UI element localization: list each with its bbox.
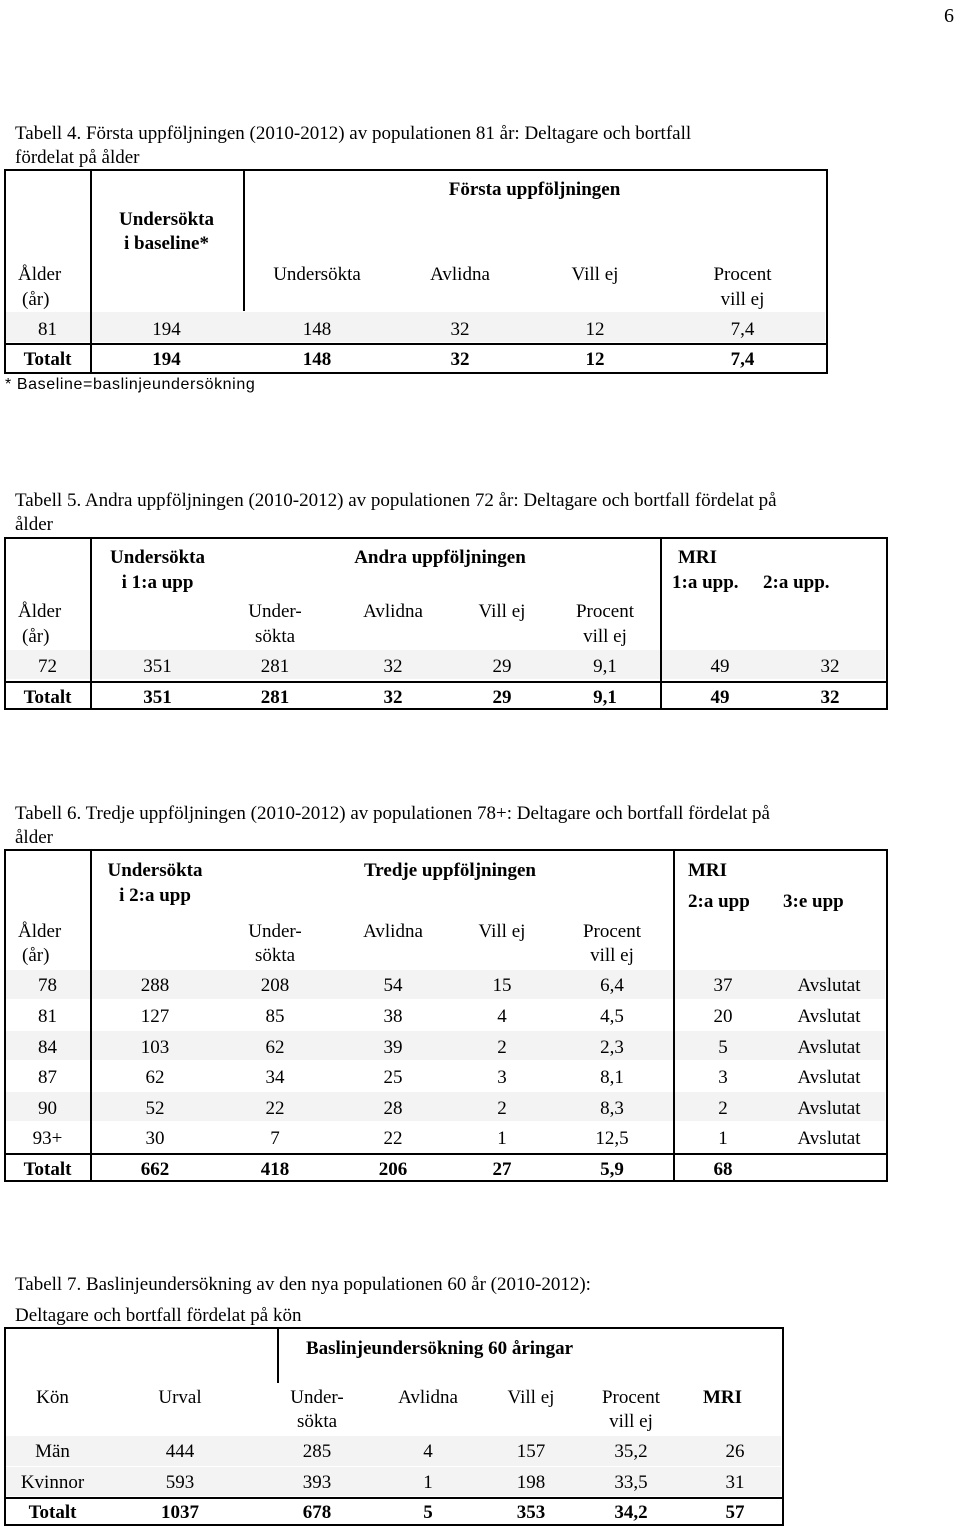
t5-cell: 32: [820, 687, 840, 708]
t7-cell: 26: [725, 1441, 745, 1462]
t5-group-header: Andra uppföljningen: [354, 547, 526, 568]
t4-cell: 148: [302, 319, 332, 340]
t5-mri-sub1: 1:a upp.: [672, 572, 739, 593]
t7-col-mri: MRI: [702, 1387, 743, 1408]
t6-cell: 208: [260, 975, 290, 996]
t4-col-villej: Vill ej: [571, 264, 619, 285]
t6-cell: 90: [38, 1098, 57, 1119]
t6-cell: 3: [497, 1067, 507, 1088]
t7-col-urval: Urval: [158, 1387, 202, 1408]
t6-cell: 34: [265, 1067, 285, 1088]
t6-caption-line1: Tabell 6. Tredje uppföljningen (2010-2012) av populationen 78+: Deltagare och bortfall fördelat på: [15, 803, 770, 824]
t4-cell: 12: [585, 319, 605, 340]
t6-cell: 93+: [32, 1128, 63, 1149]
t7-cell: Män: [35, 1441, 70, 1462]
t6-cell: 39: [383, 1037, 403, 1058]
t7-col-procent-l1: Procent: [601, 1387, 661, 1408]
t4-cell: 148: [302, 349, 332, 370]
t5-cell: 29: [492, 687, 512, 708]
t5-col-procent-l1: Procent: [575, 601, 635, 622]
t6-cell: 28: [383, 1098, 403, 1119]
t7-cell: 57: [725, 1502, 745, 1523]
t7-cell: 5: [423, 1502, 433, 1523]
page-number: 6: [944, 5, 954, 27]
t7-cell: 157: [516, 1441, 546, 1462]
t6-cell: 20: [713, 1006, 733, 1027]
t4-group-header: Första uppföljningen: [448, 179, 621, 200]
t6-cell: 2: [497, 1098, 507, 1119]
t6-col-under-l2: sökta: [254, 945, 296, 966]
t4-cell: Totalt: [23, 349, 72, 370]
t6-cell: 7: [270, 1128, 280, 1149]
t4-baseline-header-l1: Undersökta: [118, 209, 214, 230]
t5-cell: 32: [820, 656, 840, 677]
t6-cell: 37: [713, 975, 733, 996]
t5-col-villej: Vill ej: [478, 601, 526, 622]
t6-caption-line2: ålder: [15, 827, 53, 848]
t6-col1-l1: Undersökta: [107, 860, 203, 881]
t7-col-under-l1: Under-: [290, 1387, 344, 1408]
t6-cell: 5,9: [600, 1159, 624, 1180]
t5-col1-l2: i 1:a upp: [121, 572, 194, 593]
t6-col-procent-l2: vill ej: [590, 945, 634, 966]
t6-cell: 103: [140, 1037, 170, 1058]
t6-col-villej: Vill ej: [478, 921, 526, 942]
t6-cell: 127: [140, 1006, 170, 1027]
t6-cell: 54: [383, 975, 403, 996]
t5-cell: 9,1: [593, 687, 617, 708]
t6-cell: Avslutat: [797, 1128, 861, 1149]
t5-cell: 49: [710, 687, 730, 708]
t6-col-alder-l1: Ålder: [18, 921, 62, 942]
t6-cell: 288: [140, 975, 170, 996]
t4-cell: 194: [152, 319, 181, 340]
t4-cell: 12: [585, 349, 605, 370]
t7-cell: 444: [165, 1441, 195, 1462]
t7-cell: 1037: [161, 1502, 199, 1523]
t6-cell: Avslutat: [797, 1098, 861, 1119]
t4-baseline-header-l2: i baseline*: [124, 233, 209, 254]
t6-cell: 4: [497, 1006, 507, 1027]
t6-col-alder-l2: (år): [22, 945, 50, 966]
t7-col-under-l2: sökta: [296, 1411, 338, 1432]
t6-cell: 2: [497, 1037, 507, 1058]
t7-col-procent-l2: vill ej: [609, 1411, 653, 1432]
t6-cell: 62: [265, 1037, 285, 1058]
t5-col-avlidna: Avlidna: [363, 601, 423, 622]
t7-cell: 33,5: [614, 1472, 648, 1493]
t5-col-alder-l1: Ålder: [18, 601, 62, 622]
t5-caption-line2: ålder: [15, 514, 53, 535]
t7-cell: 353: [516, 1502, 546, 1523]
t5-cell: 351: [143, 687, 172, 708]
t6-cell: 4,5: [600, 1006, 624, 1027]
t4-cell: 32: [450, 349, 470, 370]
t4-cell: 7,4: [730, 349, 755, 370]
t6-mri: MRI: [688, 860, 728, 881]
t6-cell: 22: [265, 1098, 285, 1119]
t5-col-under-l2: sökta: [254, 626, 296, 647]
t7-caption-line2: Deltagare och bortfall fördelat på kön: [15, 1305, 302, 1326]
t5-cell: Totalt: [23, 687, 72, 708]
t5-col-under-l1: Under-: [248, 601, 302, 622]
t4-col-alder-l2: (år): [22, 289, 50, 310]
t5-col1-l1: Undersökta: [109, 547, 205, 568]
t5-cell: 9,1: [593, 656, 617, 677]
t5-cell: 72: [38, 656, 57, 677]
t6-col-avlidna: Avlidna: [363, 921, 423, 942]
t7-col-avlidna: Avlidna: [398, 1387, 458, 1408]
t6-cell: Totalt: [23, 1159, 72, 1180]
t5-cell: 281: [260, 656, 290, 677]
t4-footnote: * Baseline=baslinjeundersökning: [5, 376, 256, 393]
t5-caption-line1: Tabell 5. Andra uppföljningen (2010-2012) av populationen 72 år: Deltagare och bortfall fördelat på: [15, 490, 777, 511]
t6-cell: 52: [145, 1098, 165, 1119]
t6-cell: 62: [145, 1067, 165, 1088]
t7-col-villej: Vill ej: [507, 1387, 555, 1408]
t7-cell: 593: [165, 1472, 195, 1493]
t6-cell: 27: [492, 1159, 512, 1180]
t6-cell: 8,3: [600, 1098, 624, 1119]
t6-cell: Avslutat: [797, 1037, 861, 1058]
t4-caption-line1: Tabell 4. Första uppföljningen (2010-2012) av populationen 81 år: Deltagare och bortfall: [15, 123, 692, 144]
t6-cell: Avslutat: [797, 1067, 861, 1088]
t7-cell: 678: [302, 1502, 332, 1523]
t6-cell: 5: [718, 1037, 728, 1058]
t6-cell: 38: [383, 1006, 403, 1027]
t5-col-alder-l2: (år): [22, 626, 50, 647]
t6-cell: 81: [38, 1006, 57, 1027]
t7-cell: Kvinnor: [20, 1472, 85, 1493]
t6-cell: 78: [38, 975, 57, 996]
t6-cell: Avslutat: [797, 975, 861, 996]
t6-cell: 3: [718, 1067, 728, 1088]
t6-cell: 12,5: [595, 1128, 629, 1149]
t7-cell: Totalt: [28, 1502, 77, 1523]
t4-col-alder-l1: Ålder: [18, 264, 62, 285]
t5-cell: 281: [260, 687, 290, 708]
t4-cell: 7,4: [730, 319, 755, 340]
t6-col1-l2: i 2:a upp: [119, 885, 191, 906]
t4-cell: 81: [38, 319, 57, 340]
t6-cell: 6,4: [600, 975, 624, 996]
t7-cell: 285: [302, 1441, 332, 1462]
t6-col-under-l1: Under-: [248, 921, 302, 942]
t7-cell: 198: [516, 1472, 546, 1493]
t6-cell: Avslutat: [797, 1006, 861, 1027]
t6-cell: 25: [383, 1067, 403, 1088]
t6-cell: 85: [265, 1006, 285, 1027]
t4-cell: 32: [450, 319, 470, 340]
t6-cell: 1: [497, 1128, 507, 1149]
t6-cell: 2: [718, 1098, 728, 1119]
t5-mri-sub2: 2:a upp.: [763, 572, 830, 593]
t5-cell: 351: [143, 656, 172, 677]
t4-col-procent-l2: vill ej: [720, 289, 765, 310]
t7-cell: 393: [302, 1472, 332, 1493]
t6-cell: 30: [145, 1128, 165, 1149]
t6-cell: 68: [713, 1159, 733, 1180]
t6-group-header: Tredje uppföljningen: [364, 860, 536, 881]
t5-cell: 49: [710, 656, 730, 677]
t6-mri-sub1: 2:a upp: [688, 891, 750, 912]
t4-col-undersokta: Undersökta: [273, 264, 361, 285]
t6-cell: 418: [260, 1159, 290, 1180]
t7-cell: 35,2: [614, 1441, 648, 1462]
t6-cell: 22: [383, 1128, 403, 1149]
t6-cell: 84: [38, 1037, 57, 1058]
t6-cell: 8,1: [600, 1067, 624, 1088]
t5-mri: MRI: [678, 547, 718, 568]
t6-cell: 87: [38, 1067, 57, 1088]
t7-cell: 4: [423, 1441, 433, 1462]
t7-caption-line1: Tabell 7. Baslinjeundersökning av den nya populationen 60 år (2010-2012):: [15, 1274, 591, 1295]
t7-cell: 1: [423, 1472, 433, 1493]
t5-cell: 32: [383, 656, 403, 677]
t6-col-procent-l1: Procent: [582, 921, 642, 942]
t4-cell: 194: [152, 349, 181, 370]
t4-caption-line2: fördelat på ålder: [15, 147, 140, 168]
t5-cell: 32: [383, 687, 403, 708]
t7-cell: 31: [725, 1472, 745, 1493]
t6-cell: 2,3: [600, 1037, 624, 1058]
t7-cell: 34,2: [614, 1502, 648, 1523]
t6-cell: 15: [492, 975, 512, 996]
t7-group-header: Baslinjeundersökning 60 åringar: [305, 1338, 574, 1359]
t4-col-avlidna: Avlidna: [430, 264, 490, 285]
t6-cell: 206: [378, 1159, 408, 1180]
t6-cell: 1: [718, 1128, 728, 1149]
t6-cell: 662: [140, 1159, 170, 1180]
t6-mri-sub2: 3:e upp: [783, 891, 844, 912]
t4-col-procent-l1: Procent: [713, 264, 772, 285]
t5-col-procent-l2: vill ej: [583, 626, 627, 647]
t5-cell: 29: [492, 656, 512, 677]
t7-col-kon: Kön: [36, 1387, 69, 1408]
